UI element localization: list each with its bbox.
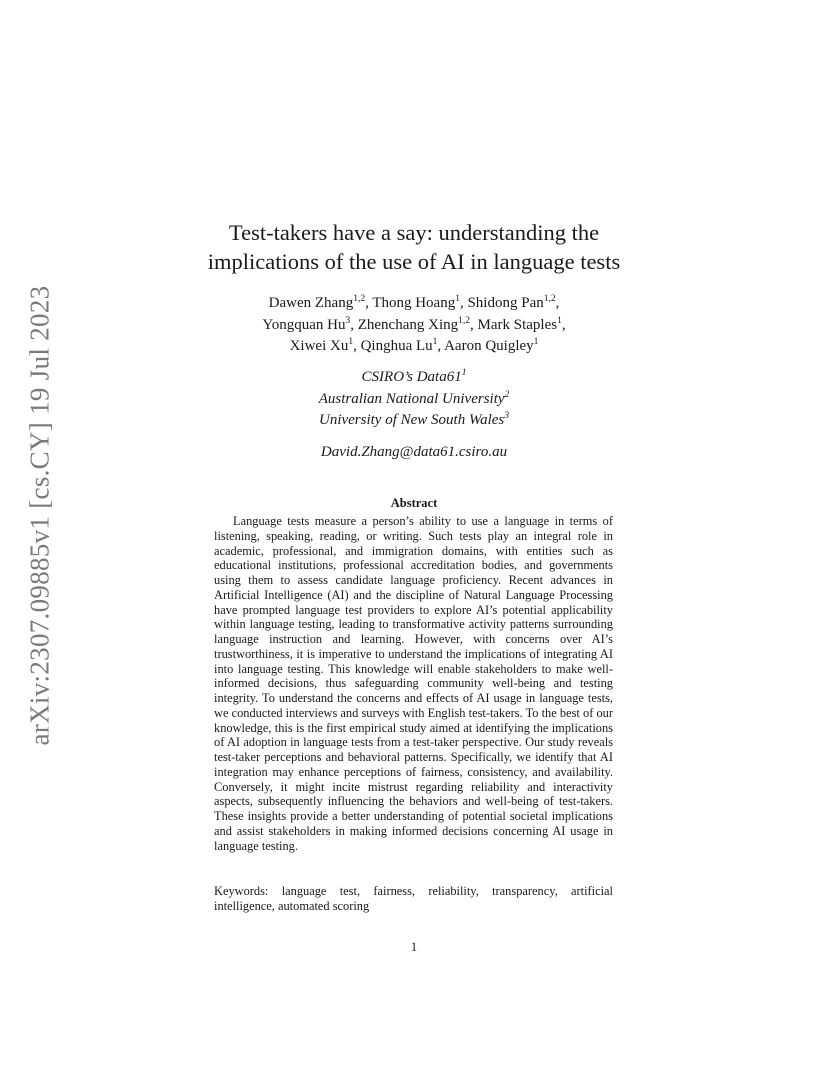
author-name: Qinghua Lu [360, 338, 433, 354]
abstract-heading: Abstract [390, 496, 438, 510]
author-name: Aaron Quigley [444, 338, 534, 354]
keywords: Keywords: language test, fairness, reliability, transparency, artificial intelligence, automated scoring [214, 884, 613, 913]
affiliation-number: 1 [461, 368, 467, 378]
author-affiliation-mark: 1,2 [353, 294, 366, 304]
affiliation [150, 389, 678, 411]
paper-title [150, 218, 678, 276]
author-affiliation-mark: 1 [533, 337, 539, 347]
author-affiliation-mark: 1 [455, 294, 460, 304]
author-name: Dawen Zhang [268, 295, 354, 311]
author-affiliation-mark: 3 [345, 315, 351, 326]
author-name: Zhenchang Xing [357, 316, 459, 333]
abstract-text: Language tests measure a person’s ability to use a language in terms of listening, speaking, reading, or writing. Such tests play an integral role in academic, professional, and immigration domains, with entities such as educational institutions, professional accreditation bodies, and governments using them to assess candidate language proficiency. Recent advances in Artificial Intelligence (AI) and the discipline of Natural Language Processing have prompted language test providers to explore AI’s potential applicability within language testing, leading to transformative activity patterns surrounding language instruction and learning. However, with concerns over AI’s trustworthiness, it is imperative to understand the implications of integrating AI into language testing. This knowledge will enable stakeholders to make well-informed decisions, thus safeguarding community well-being and testing integrity. To understand the concerns and effects of AI usage in language tests, we conducted interviews and surveys with English test-takers. To the best of our knowledge, this is the first empirical study aimed at identifying the implications of AI adoption in language tests from a test-taker perspective. Our study reveals test-taker perceptions and behavioral patterns. Specifically, we identify that AI integration may enhance perceptions of fairness, consistency, and availability. Conversely, it might incite mistrust regarding reliability and interactivity aspects, subsequently influencing the behaviors and well-being of test-takers. These insights provide a better understanding of potential societal implications and assist stakeholders in making informed decisions concerning AI usage in language testing. [214, 514, 613, 853]
affiliation-number: 2 [504, 389, 510, 400]
arxiv-identifier: arXiv:2307.09885v1 [cs.CY] 19 Jul 2023 [24, 285, 55, 745]
affiliation [150, 367, 678, 389]
author-affiliation-mark: 1 [557, 315, 562, 326]
author-line: Yongquan Hu$^3$, Zhenchang Xing$^{1,2}$, Mark Staples$^1$, [262, 315, 566, 333]
author-name: Shidong Pan [467, 295, 544, 311]
title-line-1: Test-takers have a say: understanding the [228, 220, 600, 245]
author-line: Dawen Zhang$^{1,2}$, Thong Hoang$^1$, Shidong Pan$^{1,2}$, [268, 294, 560, 311]
author-affiliation-mark: 1,2 [543, 294, 556, 304]
author-name: Mark Staples [477, 316, 558, 333]
author-affiliation-mark: 1,2 [458, 315, 470, 326]
affiliation-name: Australian National University [318, 390, 505, 407]
contact-email: David.Zhang@data61.csiro.au [320, 444, 508, 460]
author-affiliation-mark: 1 [348, 337, 354, 347]
title-line-2: implications of the use of AI in language tests [207, 249, 621, 274]
affiliation-number: 3 [504, 411, 510, 421]
affiliation-name: CSIRO’s Data61 [361, 369, 462, 385]
affiliation-name: University of New South Wales [318, 412, 505, 428]
author-name: Xiwei Xu [289, 338, 349, 354]
affiliation-list [150, 367, 678, 432]
page-number: 1 [410, 940, 418, 954]
author-line: Xiwei Xu$^1$, Qinghua Lu$^1$, Aaron Quigley$^1$ [289, 337, 539, 354]
arxiv-watermark [20, 285, 60, 745]
author-name: Thong Hoang [372, 295, 456, 311]
author-name: Yongquan Hu [262, 316, 346, 333]
affiliation [150, 410, 678, 432]
author-affiliation-mark: 1 [432, 337, 438, 347]
author-list [150, 293, 678, 358]
